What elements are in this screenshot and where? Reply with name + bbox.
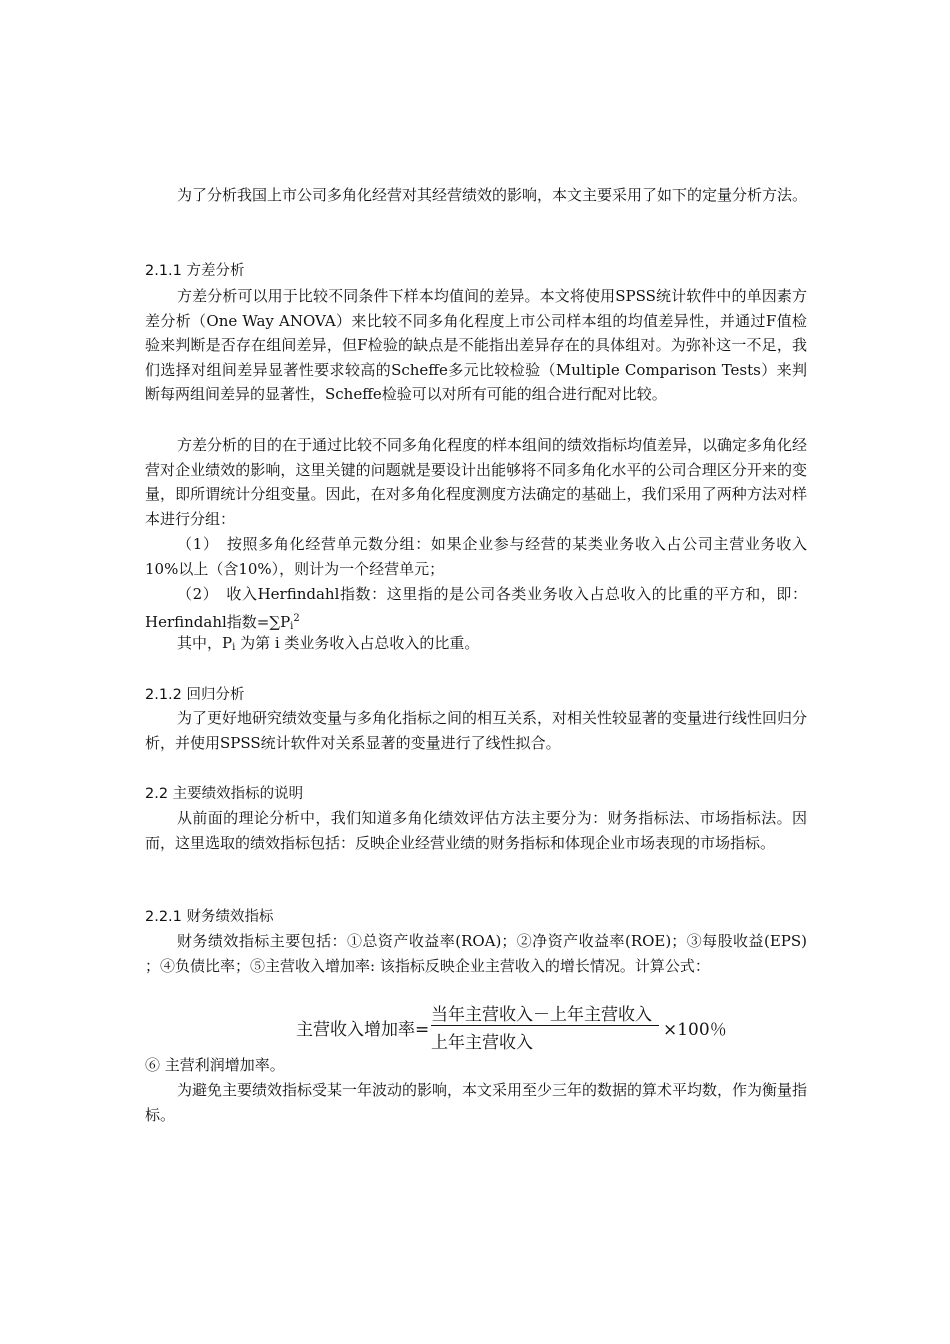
section-heading-2-1-1: 2.1.1 方差分析 bbox=[145, 263, 245, 279]
formula-denominator: 上年主营收入 bbox=[431, 1033, 533, 1053]
profit-growth-item: ⑥ 主营利润增加率。 bbox=[145, 1056, 285, 1074]
formula-numerator: 当年主营收入－上年主营收入 bbox=[431, 1005, 652, 1025]
herfindahl-superscript: 2 bbox=[293, 612, 300, 624]
indicators-paragraph: 从前面的理论分析中，我们知道多角化绩效评估方法主要分为：财务指标法、市场指标法。因而，这里选取的绩效指标包括：反映企业经营业绩的财务指标和体现企业市场表现的市场指标。 bbox=[145, 809, 807, 852]
pi-definition bbox=[145, 631, 807, 661]
intro-paragraph: 为了分析我国上市公司多角化经营对其经营绩效的影响，本文主要采用了如下的定量分析方法。 bbox=[177, 186, 808, 204]
herfindahl-subscript: i bbox=[290, 620, 294, 632]
section-heading-2-1-2: 2.1.2 回归分析 bbox=[145, 687, 245, 703]
pi-note-subscript: i bbox=[232, 642, 236, 653]
regression-paragraph: 为了更好地研究绩效变量与多角化指标之间的相互关系，对相关性较显著的变量进行线性回归分析，并使用SPSS统计软件对关系显著的变量进行了线性拟合。 bbox=[145, 709, 808, 752]
herfindahl-text: （2） 收入Herfindahl指数：这里指的是公司各类业务收入占总收入的比重的平方和，即：Herfindahl指数=∑P bbox=[145, 585, 807, 631]
formula-lhs: 主营收入增加率= bbox=[296, 1020, 430, 1040]
section-heading-2-2: 2.2 主要绩效指标的说明 bbox=[145, 786, 304, 802]
pi-note-post: 为第 i 类业务收入占总收入的比重。 bbox=[235, 634, 480, 652]
averaging-paragraph: 为避免主要绩效指标受某一年波动的影响，本文采用至少三年的数据的算术平均数，作为衡量指标。 bbox=[145, 1081, 808, 1124]
anova-paragraph: 方差分析可以用于比较不同条件下样本均值间的差异。本文将使用SPSS统计软件中的单因素方差分析（One Way ANOVA）来比较不同多角化程度上市公司样本组的均值差异性，并通过F值检验来判断是否存在组间差异，但F检验的缺点是不能指出差异存在的具体组对。为弥补这一不足，我们选择对组间差异显著性要求较高的Scheffe多元比较检验（Multiple Comparison Tests）来判断每两组间差异的显著性，Scheffe检验可以对所有可能的组合进行配对比较。 bbox=[145, 287, 807, 403]
pi-note-pre: 其中，P bbox=[177, 634, 233, 652]
anova-purpose-paragraph: 方差分析的目的在于通过比较不同多角化程度的样本组间的绩效指标均值差异，以确定多角化经营对企业绩效的影响，这里关键的问题就是要设计出能够将不同多角化水平的公司合理区分开来的变量，即所谓统计分组变量。因此，在对多角化程度测度方法确定的基础上，我们采用了两种方法对样本进行分组： bbox=[145, 436, 808, 528]
financial-indicators-paragraph: 财务绩效指标主要包括：①总资产收益率(ROA)；②净资产收益率(ROE)；③每股收益(EPS) ；④负债比率；⑤主营收入增加率: 该指标反映企业主营收入的增长情况。计算公式： bbox=[145, 932, 807, 975]
formula-rhs: ×100％ bbox=[663, 1020, 727, 1040]
section-heading-2-2-1: 2.2.1 财务绩效指标 bbox=[145, 909, 274, 925]
grouping-method-1: （1） 按照多角化经营单元数分组：如果企业参与经营的某类业务收入占公司主营业务收入10%以上（含10%），则计为一个经营单元； bbox=[145, 535, 807, 578]
fraction-bar bbox=[431, 1025, 659, 1026]
